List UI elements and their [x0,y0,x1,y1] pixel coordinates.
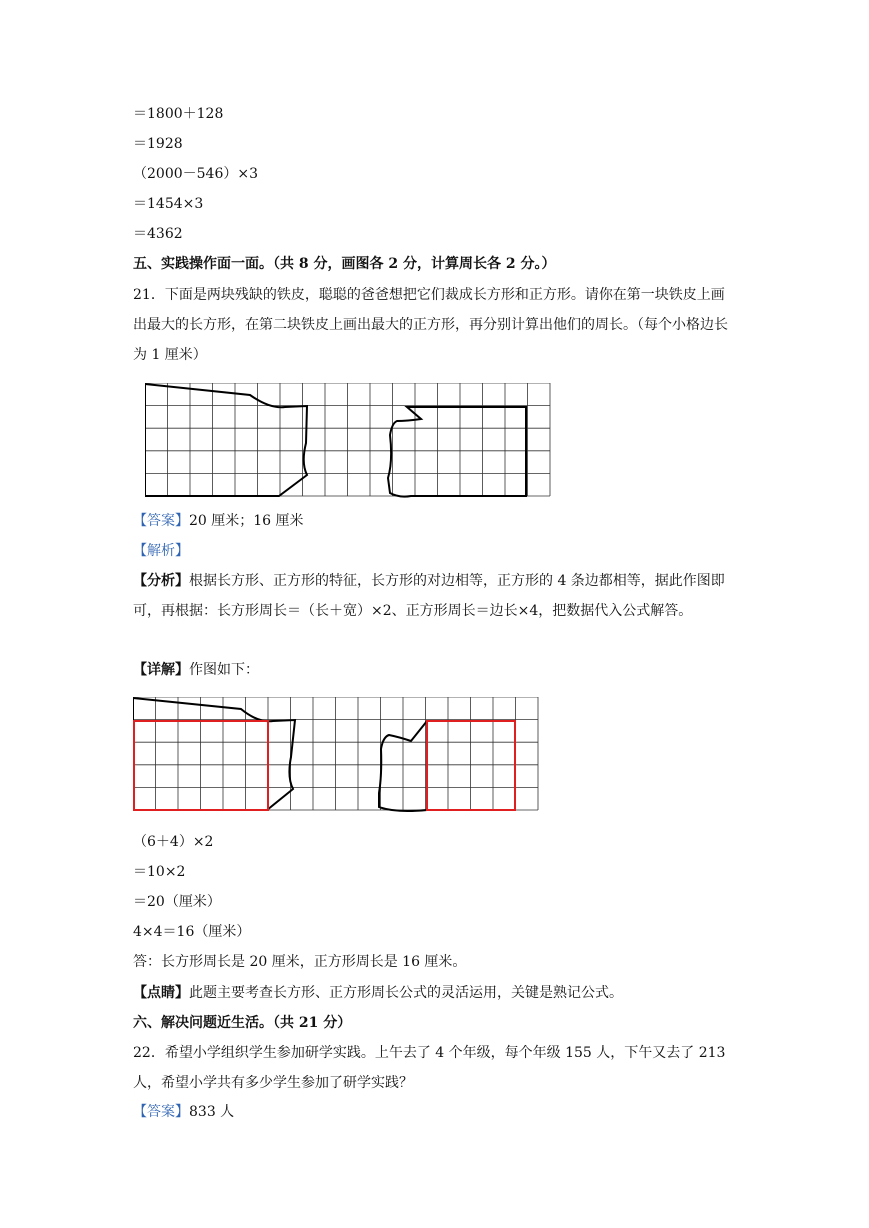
work-line: （6＋4）×2 [133,834,214,850]
detail-line [133,660,259,680]
calc-line: （2000－546）×3 [133,166,258,182]
iron-sheet-2-outline [379,721,515,811]
answer-tag: 【答案】 [133,513,189,529]
section-heading: 六、解决问题近生活。（共 21 分） [133,1015,352,1031]
section-heading: 五、实践操作面一面。（共 8 分，画图各 2 分，计算周长各 2 分。） [133,256,556,272]
xiangjie-text: 作图如下： [189,662,259,678]
fenxi-text: 根据长方形、正方形的特征，长方形的对边相等，正方形的 4 条边都相等，据此作图即可，再根据：长方形周长＝（长＋宽）×2、正方形周长＝边长×4，把数据代入公式解答。 [133,573,725,619]
work-line: 答：长方形周长是 20 厘米，正方形周长是 16 厘米。 [133,954,467,970]
calc-line: ＝4362 [133,226,183,242]
analysis-paragraph [133,566,737,626]
dianjing-tag: 【点睛】 [133,985,189,1001]
drawn-square [427,721,515,810]
dianjing-text: 此题主要考查长方形、正方形周长公式的灵活运用，关键是熟记公式。 [189,985,623,1001]
xiangjie-tag: 【详解】 [133,662,189,678]
calc-line: ＝1454×3 [133,196,204,212]
question-text: 21．下面是两块残缺的铁皮，聪聪的爸爸想把它们裁成长方形和正方形。请你在第一块铁皮上画出最大的长方形，在第二块铁皮上画出最大的正方形，再分别计算出他们的周长。（每个小格边长为 1 厘米） [133,287,728,363]
calc-line: ＝1928 [133,136,183,152]
question-grid-figure [145,383,551,499]
answer-value: 20 厘米；16 厘米 [189,513,304,529]
jiexi-tag: 【解析】 [133,543,189,559]
calc-line: ＝1800＋128 [133,106,224,122]
work-line: ＝20（厘米） [133,894,221,910]
answer-line [133,1102,234,1122]
work-line: ＝10×2 [133,864,186,880]
question-text: 22．希望小学组织学生参加研学实践。上午去了 4 个年级，每个年级 155 人，下午又去了 213 人，希望小学共有多少学生参加了研学实践？ [133,1045,726,1091]
answer-line [133,511,304,531]
iron-sheet-1-outline [145,384,307,496]
fenxi-tag: 【分析】 [133,573,189,589]
iron-sheet-1-outline [133,698,295,810]
comment-line [133,983,623,1003]
answer-value: 833 人 [189,1104,235,1120]
answer-tag: 【答案】 [133,1104,189,1120]
drawn-rectangle [134,721,268,810]
solution-grid-figure [133,697,539,813]
work-line: 4×4＝16（厘米） [133,924,251,940]
